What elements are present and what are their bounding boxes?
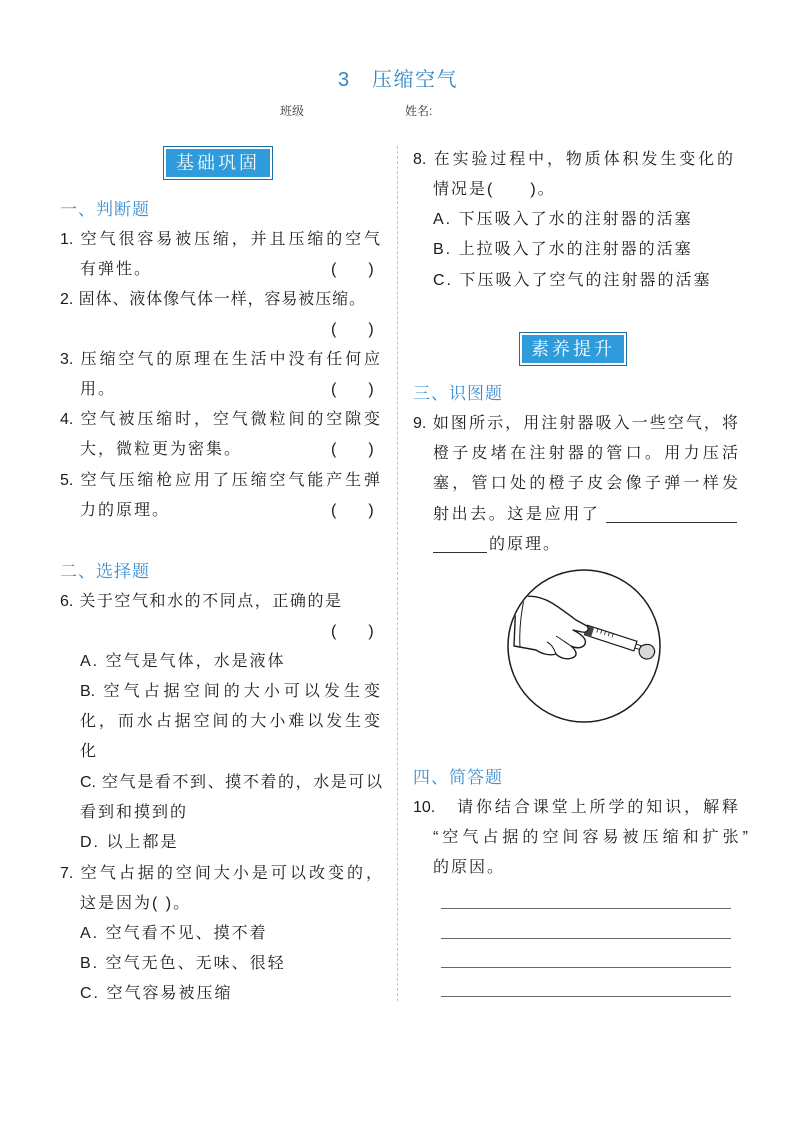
question-8-option-a: A. 下压吸入了水的注射器的活塞 (433, 211, 693, 228)
question-7-line-1: 7. 空气占据的空间大小是可以改变的， (60, 865, 382, 882)
banner-advanced: 素养提升 (520, 333, 626, 365)
question-8-line-2: 情况是( )。 (433, 181, 556, 198)
question-10-line-2: “空气占据的空间容易被压缩和扩张” (433, 829, 748, 846)
question-7-option-a: A. 空气看不见、摸不着 (80, 925, 268, 942)
question-6-answer-blank: ( ) (331, 623, 374, 640)
question-6-option-b-line-1: B. 空气占据空间的大小可以发生变 (80, 683, 380, 700)
question-9-line-3: 塞，管口处的橙子皮会像子弹一样发 (433, 475, 738, 492)
question-3-line-2: 用。 (80, 381, 117, 398)
column-divider (397, 146, 398, 1001)
question-3-line-1: 3. 压缩空气的原理在生活中没有任何应 (60, 351, 380, 368)
question-6-option-b-line-3: 化 (80, 743, 99, 760)
question-6-option-c-line-2: 看到和摸到的 (80, 804, 189, 821)
question-5-line-1: 5. 空气压缩枪应用了压缩空气能产生弹 (60, 472, 380, 489)
answer-writing-line (441, 938, 731, 939)
question-9-line-4: 射出去。这是应用了 (433, 506, 601, 523)
question-6-line-1: 6. 关于空气和水的不同点，正确的是 (60, 593, 341, 610)
question-6-option-a: A. 空气是气体，水是液体 (80, 653, 286, 670)
question-9-line-5: 的原理。 (489, 536, 562, 553)
question-1-line-2: 有弹性。 (80, 261, 153, 278)
question-7-option-c: C. 空气容易被压缩 (80, 985, 233, 1002)
question-4-answer-blank: ( ) (331, 441, 374, 458)
class-label: 班级 (280, 104, 305, 118)
question-10-line-3: 的原因。 (433, 859, 506, 876)
question-3-answer-blank: ( ) (331, 381, 374, 398)
question-9-fill-blank-2 (433, 552, 487, 553)
orange-peel-icon (639, 644, 655, 659)
answer-writing-line (441, 908, 731, 909)
question-8-option-c: C. 下压吸入了空气的注射器的活塞 (433, 272, 712, 289)
question-6-option-c-line-1: C. 空气是看不到、摸不着的，水是可以 (80, 774, 382, 791)
question-9-line-1: 9. 如图所示，用注射器吸入一些空气，将 (413, 415, 738, 432)
question-1-answer-blank: ( ) (331, 261, 374, 278)
choice-heading: 二、选择题 (60, 562, 150, 581)
question-7-line-2: 这是因为( )。 (80, 895, 192, 912)
answer-writing-line (441, 996, 731, 997)
picture-heading: 三、识图题 (413, 384, 503, 403)
question-1-line-1: 1. 空气很容易被压缩，并且压缩的空气 (60, 231, 380, 248)
question-8-line-1: 8. 在实验过程中，物质体积发生变化的 (413, 151, 733, 168)
question-4-line-2: 大，微粒更为密集。 (80, 441, 243, 458)
question-5-line-2: 力的原理。 (80, 502, 171, 519)
hand-pressing-syringe-icon (506, 568, 662, 724)
question-5-answer-blank: ( ) (331, 502, 374, 519)
question-8-option-b: B. 上拉吸入了水的注射器的活塞 (433, 241, 693, 258)
question-9-line-2: 橙子皮堵在注射器的管口。用力压活 (433, 445, 738, 462)
question-7-option-b: B. 空气无色、无味、很轻 (80, 955, 286, 972)
question-6-option-b-line-2: 化，而水占据空间的大小难以发生变 (80, 713, 380, 730)
banner-basic: 基础巩固 (164, 147, 272, 179)
question-9-fill-blank-1 (606, 522, 737, 523)
short-answer-heading: 四、简答题 (413, 768, 503, 787)
lesson-number: 3 (338, 69, 350, 91)
question-10-line-1: 10. 请你结合课堂上所学的知识，解释 (413, 799, 738, 816)
lesson-title: 压缩空气 (372, 69, 458, 91)
question-6-option-d: D. 以上都是 (80, 834, 179, 851)
answer-writing-line (441, 967, 731, 968)
question-2-line-1: 2. 固体、液体像气体一样，容易被压缩。 (60, 291, 365, 308)
name-label: 姓名: (405, 104, 433, 118)
question-2-answer-blank: ( ) (331, 321, 374, 338)
judgment-heading: 一、判断题 (60, 200, 150, 219)
question-4-line-1: 4. 空气被压缩时，空气微粒间的空隙变 (60, 411, 380, 428)
